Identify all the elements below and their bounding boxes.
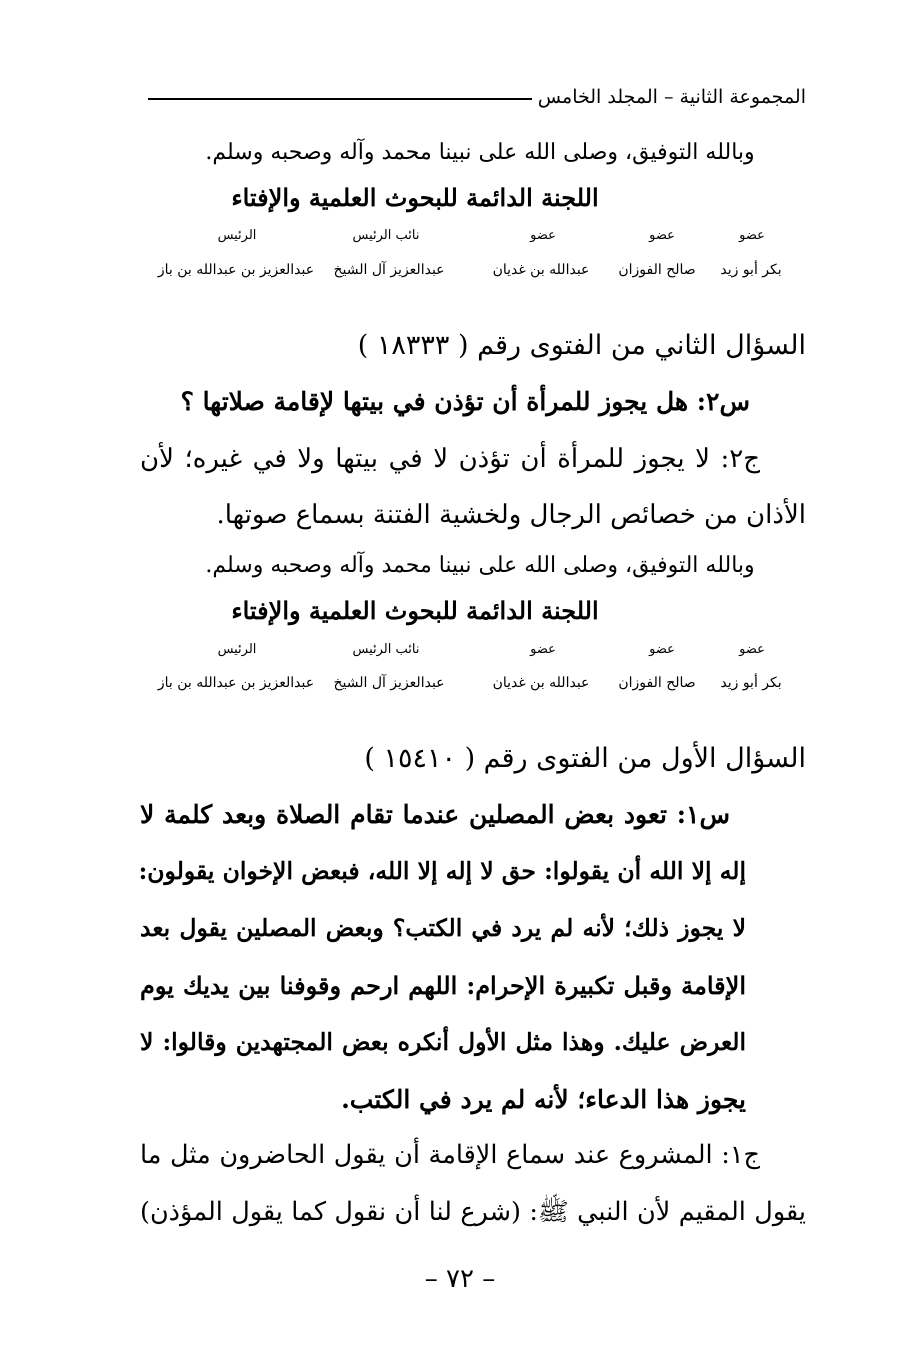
question-line: يجوز هذا الدعاء؛ لأنه لم يرد في الكتب. [341, 1085, 746, 1114]
signature-title: عضو [530, 228, 556, 243]
signature-title: الرئيس [217, 642, 257, 657]
question-line: لا يجوز ذلك؛ لأنه لم يرد في الكتب؟ وبعض المصلين يقول بعد [140, 914, 746, 942]
question-line: الإقامة وقبل تكبيرة الإحرام: اللهم ارحم وقوفنا بين يديك يوم [140, 971, 746, 1000]
header-title: المجموعة الثانية – المجلد الخامس [537, 86, 806, 108]
signature-title: عضو [530, 642, 556, 657]
question-text: س٢: هل يجوز للمرأة أن تؤذن في بيتها لإقامة صلاتها ؟ [180, 387, 750, 416]
signature-title: الرئيس [217, 228, 257, 243]
signature-names-row [0, 262, 924, 286]
question-line: إله إلا الله أن يقولوا: حق لا إله إلا الله، فبعض الإخوان يقولون: [138, 857, 746, 885]
answer-line: ج٢: لا يجوز للمرأة أن تؤذن لا في بيتها ولا في غيره؛ لأن [140, 444, 760, 474]
header-rule [148, 98, 532, 100]
answer-line: ج١: المشروع عند سماع الإقامة أن يقول الحاضرون مثل ما [140, 1140, 760, 1170]
signature-title: عضو [739, 228, 765, 243]
signature-name: صالح الفوزان [618, 262, 696, 278]
closing-formula: وبالله التوفيق، وصلى الله على نبينا محمد وآله وصحبه وسلم. [205, 140, 755, 165]
question-line: العرض عليك. وهذا مثل الأول أنكره بعض المجتهدين وقالوا: لا [140, 1028, 746, 1056]
committee-name: اللجنة الدائمة للبحوث العلمية والإفتاء [231, 183, 599, 212]
signature-names-row [0, 675, 924, 699]
question-line: س١: تعود بعض المصلين عندما تقام الصلاة وبعد كلمة لا [140, 800, 730, 829]
running-header [148, 86, 806, 108]
fatwa-heading: السؤال الأول من الفتوى رقم ( ١٥٤١٠ ) [364, 743, 806, 774]
signature-name: عبدالله بن غديان [492, 675, 590, 691]
page-number: – ٧٢ – [424, 1264, 496, 1294]
signature-name: بكر أبو زيد [720, 675, 782, 691]
signature-title: عضو [649, 228, 675, 243]
signature-title: عضو [649, 642, 675, 657]
committee-name: اللجنة الدائمة للبحوث العلمية والإفتاء [231, 596, 599, 625]
fatwa-heading: السؤال الثاني من الفتوى رقم ( ١٨٣٣٣ ) [357, 330, 806, 361]
signature-name: عبدالعزيز بن عبدالله بن باز [157, 262, 315, 278]
answer-line: يقول المقيم لأن النبي ﷺ: (شرع لنا أن نقول كما يقول المؤذن) [140, 1197, 806, 1227]
signature-title: نائب الرئيس [352, 228, 420, 243]
answer-line: الأذان من خصائص الرجال ولخشية الفتنة بسماع صوتها. [216, 500, 806, 530]
signature-name: صالح الفوزان [618, 675, 696, 691]
signature-name: عبدالعزيز بن عبدالله بن باز [157, 675, 315, 691]
signature-name: عبدالله بن غديان [492, 262, 590, 278]
signature-title: عضو [739, 642, 765, 657]
signature-titles-row [0, 642, 924, 666]
closing-formula: وبالله التوفيق، وصلى الله على نبينا محمد وآله وصحبه وسلم. [205, 553, 755, 578]
signature-title: نائب الرئيس [352, 642, 420, 657]
signature-name: عبدالعزيز آل الشيخ [333, 675, 445, 691]
signature-name: عبدالعزيز آل الشيخ [333, 262, 445, 278]
signature-name: بكر أبو زيد [720, 262, 782, 278]
signature-titles-row [0, 228, 924, 252]
